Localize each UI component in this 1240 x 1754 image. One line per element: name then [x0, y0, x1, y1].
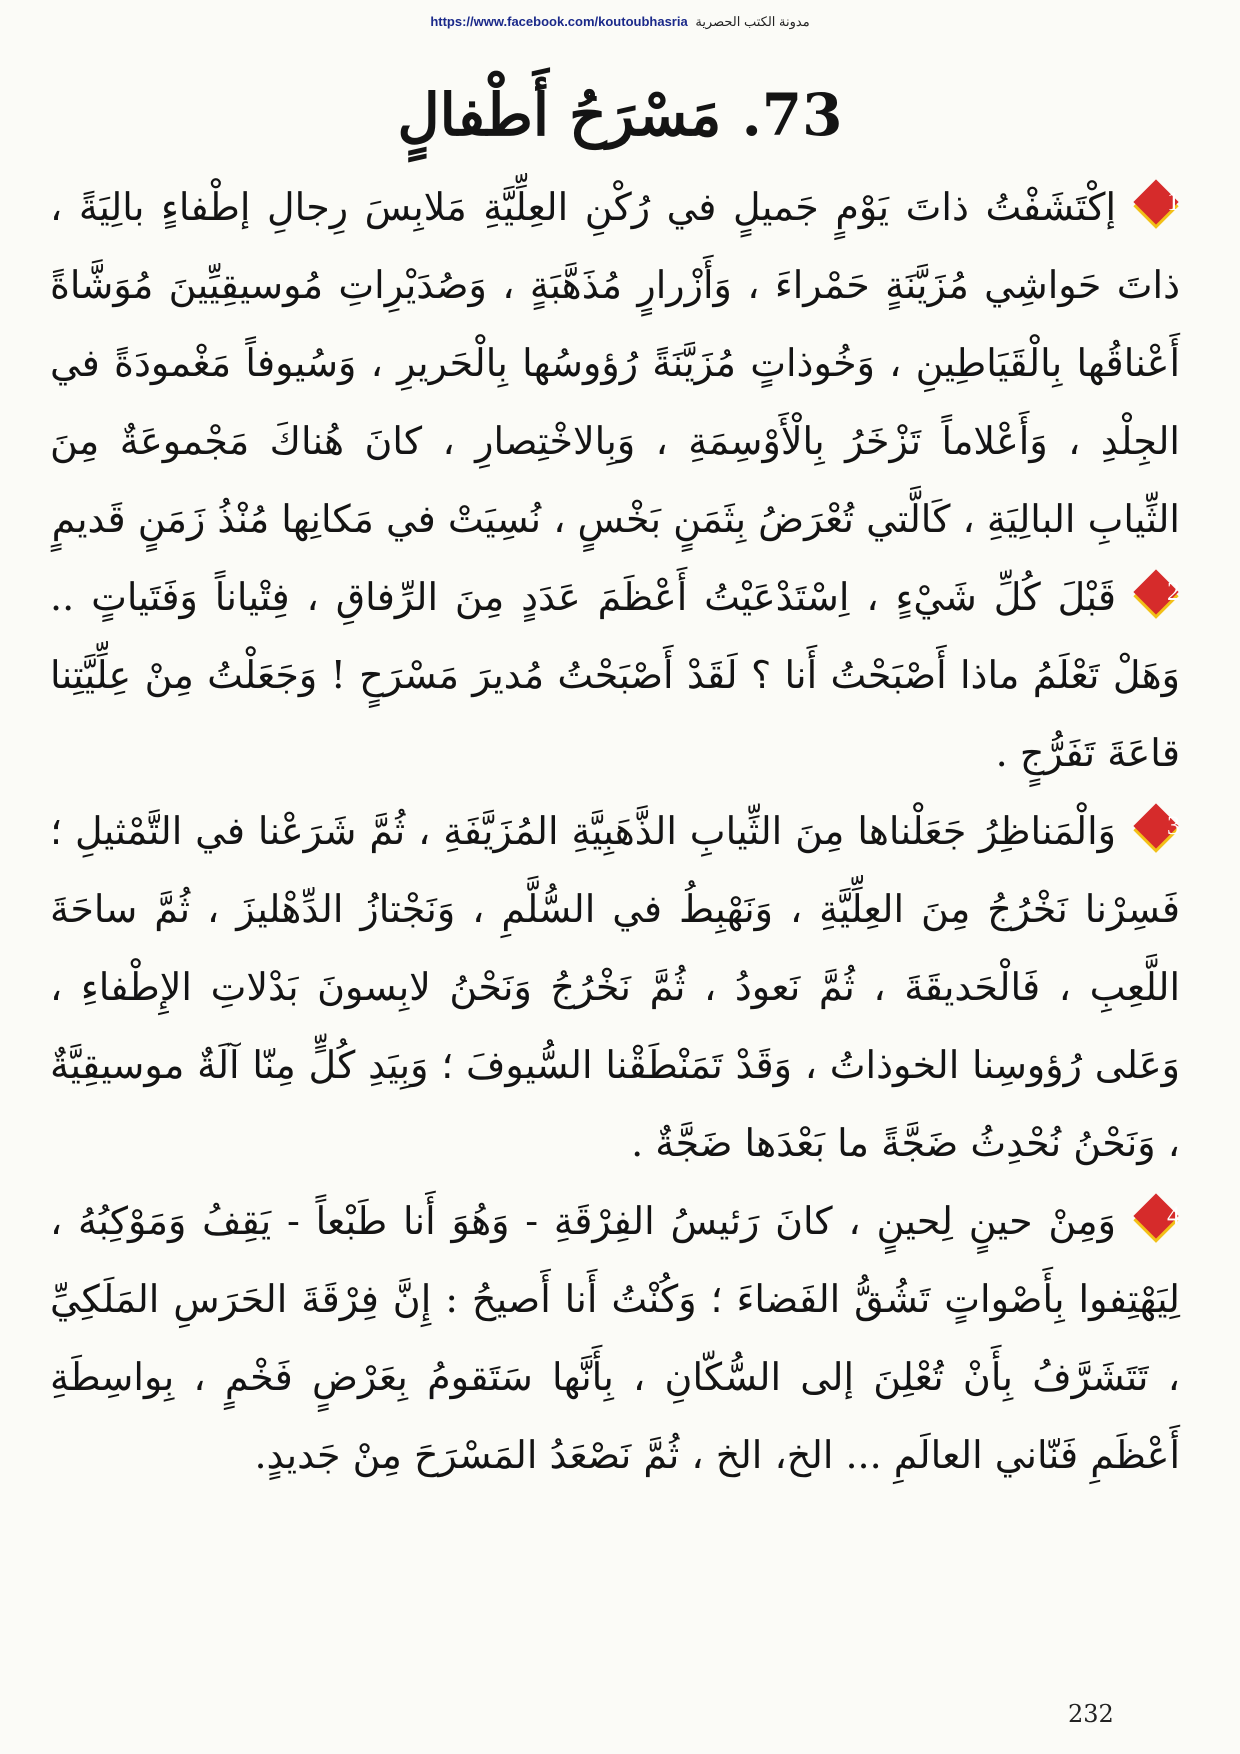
paragraph-number-badge: 4 [1132, 1192, 1180, 1240]
paragraph-text: وَمِنْ حينٍ لِحينٍ ، كانَ رَئيسُ الفِرْقَةِ - وَهُوَ أَنا طَبْعاً - يَقِفُ وَمَوْكِبُهُ ، لِيَهْتِفوا بِأَصْواتٍ تَشُقُّ الفَضاءَ ؛ وَكُنْتُ أَنا أَصيحُ : إِنَّ فِرْقَةَ الحَرَسِ المَلَكِيِّ ، تَتَشَرَّفُ بِأَنْ تُعْلِنَ إلى السُّكّانِ ، بِأَنَّها سَتَقومُ بِعَرْضٍ فَخْمٍ ، بِواسِطَةِ أَعْظَمِ فَنّاني العالَمِ ... الخ، الخ ، ثُمَّ نَصْعَدُ المَسْرَحَ مِنْ جَديدٍ. [50, 1199, 1180, 1477]
paragraph-text: إكْتَشَفْتُ ذاتَ يَوْمٍ جَميلٍ في رُكْنِ العِلِّيَّةِ مَلابِسَ رِجالِ إطْفاءٍ بالِيَةً ، ذاتَ حَواشِي مُزَيَّنَةٍ حَمْراءَ ، وَأَزْرارٍ مُذَهَّبَةٍ ، وَصُدَيْرِاتِ مُوسيقِيِّينَ مُوَشَّاةً أَعْناقُها بِالْقَيَاطِينِ ، وَخُوذاتٍ مُزَيَّنَةً رُؤوسُها بِالْحَريرِ ، وَسُيوفاً مَغْمودَةً في الجِلْدِ ، وَأَعْلاماً تَزْخَرُ بِالْأَوْسِمَةِ ، وَبِالاخْتِصارِ ، كانَ هُناكَ مَجْموعَةٌ مِنَ الثِّيابِ البالِيَةِ ، كَالَّتي تُعْرَضُ بِثَمَنٍ بَخْسٍ ، نُسِيَتْ في مَكانِها مُنْذُ زَمَنٍ قَديمٍ [50, 185, 1180, 541]
paragraph-text: وَالْمَناظِرُ جَعَلْناها مِنَ الثِّيابِ الذَّهَبِيَّةِ المُزَيَّفَةِ ، ثُمَّ شَرَعْنا في التَّمْثيلِ ؛ فَسِرْنا نَخْرُجُ مِنَ العِلِّيَّةِ ، وَنَهْبِطُ في السُّلَّمِ ، وَنَجْتازُ الدِّهْليزَ ، ثُمَّ ساحَةَ اللَّعِبِ ، فَالْحَديقَةَ ، ثُمَّ نَعودُ ، ثُمَّ نَخْرُجُ وَنَحْنُ لابِسونَ بَدْلاتِ الإِطْفاءِ ، وَعَلى رُؤوسِنا الخوذاتُ ، وَقَدْ تَمَنْطَقْنا السُّيوفَ ؛ وَبِيَدِ كُلٍّ مِنّا آلَةٌ موسيقِيَّةٌ ، وَنَحْنُ نُحْدِثُ ضَجَّةً ما بَعْدَها ضَجَّةٌ . [50, 809, 1180, 1165]
paragraph-text: قَبْلَ كُلِّ شَيْءٍ ، اِسْتَدْعَيْتُ أَعْظَمَ عَدَدٍ مِنَ الرِّفاقِ ، فِتْياناً وَفَتَياتٍ .. وَهَلْ تَعْلَمُ ماذا أَصْبَحْتُ أَنا ؟ لَقَدْ أَصْبَحْتُ مُديرَ مَسْرَحٍ ! وَجَعَلْتُ مِنْ عِلِّيَّتِنا قاعَةَ تَفَرُّجٍ . [50, 575, 1180, 775]
paragraph-1 [50, 168, 1180, 558]
paragraph-4 [50, 1182, 1180, 1494]
paragraph-number-badge: 2 [1132, 568, 1180, 616]
page-title: 73. مَسْرَحُ أَطْفالٍ [397, 81, 843, 149]
header-source [0, 14, 1240, 30]
paragraph-3 [50, 792, 1180, 1182]
page-number: 232 [1068, 1700, 1114, 1728]
paragraph-number-badge: 1 [1132, 178, 1180, 226]
blog-name: مدونة الكتب الحصرية [695, 14, 810, 29]
facebook-link[interactable]: https://www.facebook.com/koutoubhasria [430, 14, 688, 29]
paragraph-2 [50, 558, 1180, 792]
story-content [50, 168, 1180, 1494]
paragraph-number-badge: 3 [1132, 802, 1180, 850]
